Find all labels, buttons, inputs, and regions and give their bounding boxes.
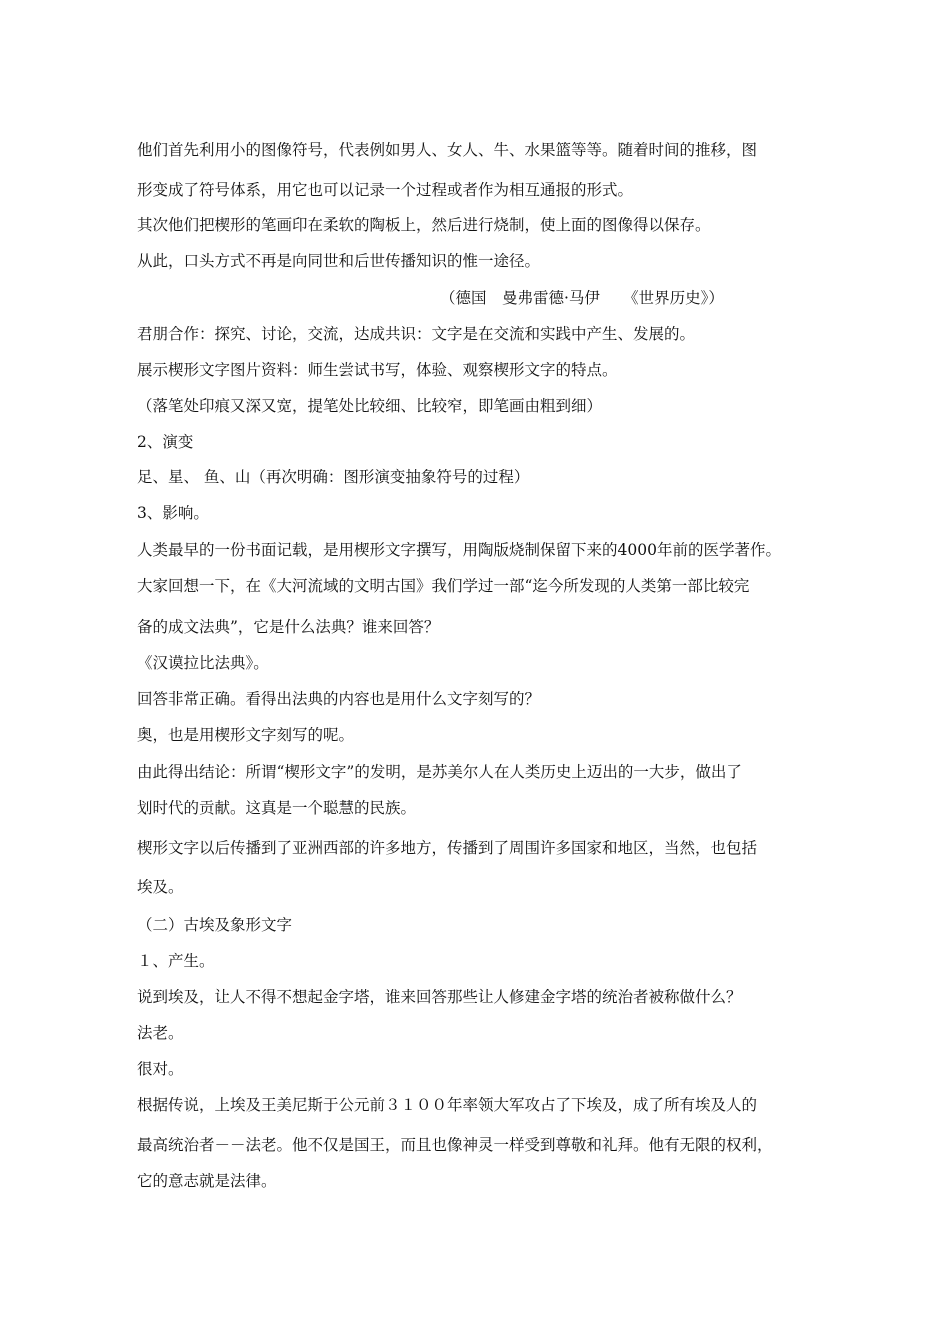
paragraph-line: 备的成文法典”，它是什么法典？谁来回答？ [137, 618, 440, 636]
citation-line: （德国 曼弗雷德·马伊 《世界历史》） [440, 289, 724, 307]
section-heading: １、产生。 [137, 952, 215, 970]
paragraph-line: 说到埃及，让人不得不想起金字塔，谁来回答那些让人修建金字塔的统治者被称做什么？ [137, 988, 742, 1006]
paragraph-line: 回答非常正确。看得出法典的内容也是用什么文字刻写的？ [137, 690, 541, 708]
paragraph-line: 大家回想一下，在《大河流域的文明古国》我们学过一部“迄今所发现的人类第一部比较完 [137, 577, 750, 595]
paragraph-line: 《汉谟拉比法典》。 [137, 654, 269, 672]
paragraph-line: 根据传说，上埃及王美尼斯于公元前３１００年率领大军攻占了下埃及，成了所有埃及人的 [137, 1096, 758, 1114]
section-heading: 3、影响。 [137, 504, 209, 522]
section-heading: （二）古埃及象形文字 [137, 916, 293, 934]
paragraph-line: 人类最早的一份书面记载，是用楔形文字撰写，用陶版烧制保留下来的4000年前的医学著作。 [137, 541, 781, 559]
paragraph-line: 从此，口头方式不再是向同世和后世传播知识的惟一途径。 [137, 252, 541, 270]
paragraph-line: 法老。 [137, 1024, 184, 1042]
paragraph-line: 很对。 [137, 1060, 184, 1078]
paragraph-line: 埃及。 [137, 878, 184, 896]
paragraph-line: 展示楔形文字图片资料：师生尝试书写，体验、观察楔形文字的特点。 [137, 361, 618, 379]
paragraph-line: 君朋合作：探究、讨论，交流，达成共识：文字是在交流和实践中产生、发展的。 [137, 325, 696, 343]
paragraph-line: 划时代的贡献。这真是一个聪慧的民族。 [137, 799, 417, 817]
paragraph-line: 奥，也是用楔形文字刻写的呢。 [137, 726, 355, 744]
paragraph-line: （落笔处印痕又深又宽，提笔处比较细、比较窄，即笔画由粗到细） [137, 397, 603, 415]
paragraph-line: 它的意志就是法律。 [137, 1172, 277, 1190]
paragraph-line: 其次他们把楔形的笔画印在柔软的陶板上，然后进行烧制，使上面的图像得以保存。 [137, 216, 711, 234]
paragraph-line: 最高统治者－－法老。他不仅是国王，而且也像神灵一样受到尊敬和礼拜。他有无限的权利， [137, 1136, 773, 1154]
paragraph-line: 足、星、 鱼、山（再次明确：图形演变抽象符号的过程） [137, 468, 530, 486]
paragraph-line: 他们首先利用小的图像符号，代表例如男人、女人、牛、水果篮等等。随着时间的推移，图 [137, 141, 758, 159]
section-heading: 2、演变 [137, 433, 194, 451]
paragraph-line: 形变成了符号体系，用它也可以记录一个过程或者作为相互通报的形式。 [137, 181, 634, 199]
paragraph-line: 楔形文字以后传播到了亚洲西部的许多地方，传播到了周围许多国家和地区，当然，也包括 [137, 839, 758, 857]
paragraph-line: 由此得出结论：所谓“楔形文字”的发明，是苏美尔人在人类历史上迈出的一大步，做出了 [137, 763, 742, 781]
